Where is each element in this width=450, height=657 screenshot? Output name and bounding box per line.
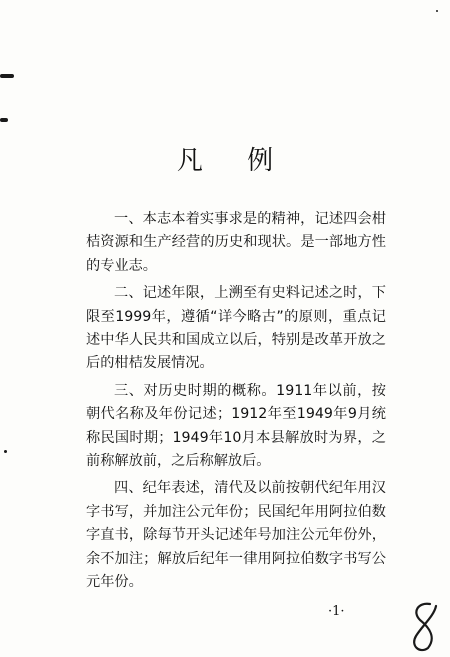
paragraph-1: 一、本志本着实事求是的精神，记述四会柑桔资源和生产经营的历史和现状。是一部地方性的专业志。	[86, 211, 386, 274]
scan-artifact-left-2	[0, 118, 8, 122]
paragraph-2: 二、记述年限，上溯至有史料记述之时，下限至1999年，遵循“详今略古”的原则，重点记述中华人民共和国成立以后，特别是改革开放之后的柑桔发展情况。	[86, 285, 386, 372]
paragraph-4: 四、纪年表述，清代及以前按朝代纪年用汉字书写，并加注公元年份；民国纪年用阿拉伯数字直书，除每节开头记述年号加注公元年份外，余不加注；解放后纪年一律用阿拉伯数字书写公元年份。	[86, 480, 386, 591]
paragraph-3: 三、对历史时期的概称。1911年以前，按朝代名称及年份记述；1912年至1949年9月统称民国时期；1949年10月本县解放时为界，之前称解放前，之后称解放后。	[86, 382, 386, 470]
page-title: 凡 例	[176, 146, 292, 176]
scan-artifact-right-1	[436, 10, 438, 12]
handwritten-number-mark	[400, 598, 446, 654]
handwritten-mark-text: 8	[400, 598, 401, 599]
scan-artifact-left-1	[0, 74, 14, 78]
scan-artifact-left-3	[4, 450, 7, 453]
document-body	[86, 208, 386, 599]
page-number: ·1·	[328, 604, 345, 619]
